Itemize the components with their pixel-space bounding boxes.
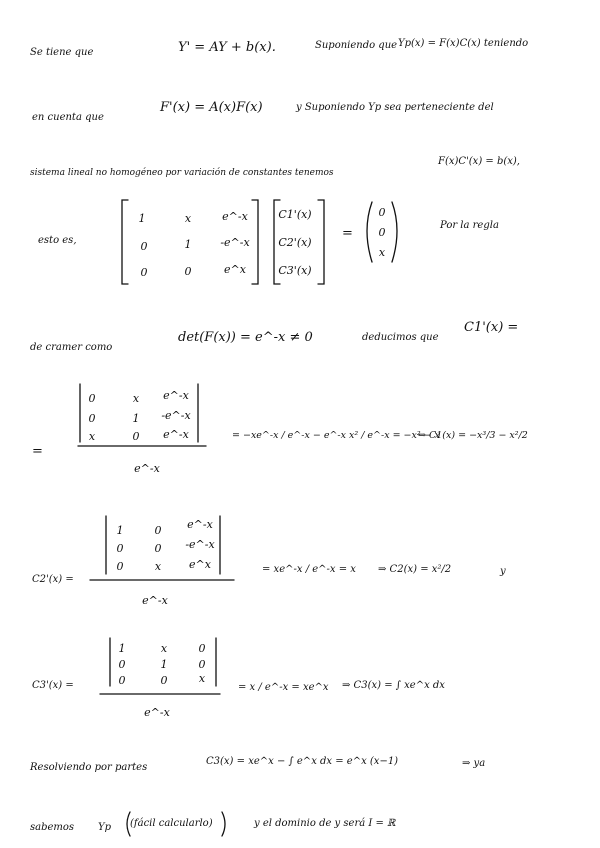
text-por-la-regla: Por la regla: [440, 220, 499, 231]
det-cell: 0: [160, 674, 168, 687]
det-cell: -e^-x: [161, 409, 191, 422]
vector-b-cell: x: [378, 246, 386, 259]
equation-det: det(F(x)) = e^-x ≠ 0: [178, 330, 313, 345]
vector-c-right-bracket: [318, 200, 324, 284]
det-cell: x: [154, 560, 162, 573]
result-c3: ⇒ C3(x) = ∫ xe^x dx: [342, 680, 445, 691]
matrix-f-cell: 1: [138, 212, 146, 225]
vector-c-cell: C1'(x): [278, 208, 312, 221]
det-cell: e^-x: [163, 389, 189, 402]
det-cell: x: [88, 430, 96, 443]
paren-right: [222, 812, 225, 836]
det-cell: 1: [116, 524, 124, 537]
det-cell: 0: [154, 524, 162, 537]
text-en-cuenta-que: en cuenta que: [32, 112, 104, 123]
vector-c-cell: C3'(x): [278, 264, 312, 277]
matrix-f-cell: 0: [140, 240, 148, 253]
label-c3-prime: C3'(x) =: [32, 680, 74, 691]
text-suponiendo-yp: y Suponiendo Yp sea perteneciente del: [296, 102, 494, 113]
matrix-f-cell: 0: [140, 266, 148, 279]
matrix-f-cell: x: [184, 212, 192, 225]
text-de-cramer: de cramer como: [30, 342, 113, 353]
result-c3-prime: = x / e^-x = xe^x: [238, 682, 329, 693]
matrix-f-cell: e^x: [224, 263, 246, 276]
det-cell: 1: [160, 658, 168, 671]
vector-c-cell: C2'(x): [278, 236, 312, 249]
det-cell: 0: [88, 412, 96, 425]
matrix-f-cell: e^-x: [222, 210, 248, 223]
matrix-f-cell: 1: [184, 238, 192, 251]
det-cell: 0: [116, 542, 124, 555]
text-ya: ⇒ ya: [462, 758, 486, 769]
equation-ode: Y' = AY + b(x).: [178, 40, 276, 55]
text-facil-calcularlo: (fácil calcularlo): [130, 818, 213, 829]
text-deducimos-que: deducimos que: [362, 332, 439, 343]
det-cell: 0: [132, 430, 140, 443]
result-c2-prime: = xe^-x / e^-x = x: [262, 564, 356, 575]
result-c1: ⇒ C1(x) = −x³/3 − x²/2: [418, 430, 528, 441]
det-cell: 0: [198, 658, 206, 671]
text-resolviendo-por-partes: Resolviendo por partes: [30, 762, 148, 773]
det-cell: x: [132, 392, 140, 405]
text-sistema-lineal: sistema lineal no homogéneo por variación de constantes tenemos: [30, 168, 334, 178]
det-cell: 1: [132, 412, 140, 425]
matrix-f-cell: -e^-x: [220, 236, 250, 249]
equation-fc-b: F(x)C'(x) = b(x),: [438, 156, 520, 167]
text-se-tiene-que: Se tiene que: [30, 47, 94, 58]
equation-integration-by-parts: C3(x) = xe^x − ∫ e^x dx = e^x (x−1): [206, 756, 399, 767]
equation-fundamental: F'(x) = A(x)F(x): [160, 100, 263, 115]
det-cell: e^-x: [163, 428, 189, 441]
label-c2-prime: C2'(x) =: [32, 574, 74, 585]
denominator: e^-x: [134, 462, 160, 475]
label-c1-prime: C1'(x) =: [464, 320, 519, 335]
text-suponiendo-que: Suponiendo que: [315, 40, 398, 51]
vector-b-cell: 0: [378, 206, 386, 219]
equation-yp: Yp(x) = F(x)C(x) teniendo: [398, 38, 529, 49]
det-cell: x: [160, 642, 168, 655]
det-cell: x: [198, 672, 206, 685]
result-c2: ⇒ C2(x) = x²/2: [378, 564, 452, 575]
equals-sign: =: [32, 444, 43, 459]
vector-b-cell: 0: [378, 226, 386, 239]
det-cell: 0: [154, 542, 162, 555]
denominator: e^-x: [144, 706, 170, 719]
equals-sign: =: [342, 226, 353, 241]
symbol-yp: Yp: [98, 822, 112, 833]
det-cell: 0: [118, 674, 126, 687]
det-cell: e^x: [189, 558, 211, 571]
text-y: y: [500, 566, 506, 577]
matrix-f-cell: 0: [184, 265, 192, 278]
det-cell: 0: [88, 392, 96, 405]
det-cell: 0: [118, 658, 126, 671]
det-cell: -e^-x: [185, 538, 215, 551]
text-dominio: y el dominio de y será I = ℝ: [254, 818, 396, 829]
text-esto-es: esto es,: [38, 235, 77, 246]
text-sabemos: sabemos: [30, 822, 75, 833]
result-c1-prime: = −xe^-x / e^-x − e^-x x² / e^-x = −x² − x: [232, 430, 441, 441]
det-cell: 0: [116, 560, 124, 573]
det-cell: 1: [118, 642, 126, 655]
det-cell: 0: [198, 642, 206, 655]
det-cell: e^-x: [187, 518, 213, 531]
denominator: e^-x: [142, 594, 168, 607]
